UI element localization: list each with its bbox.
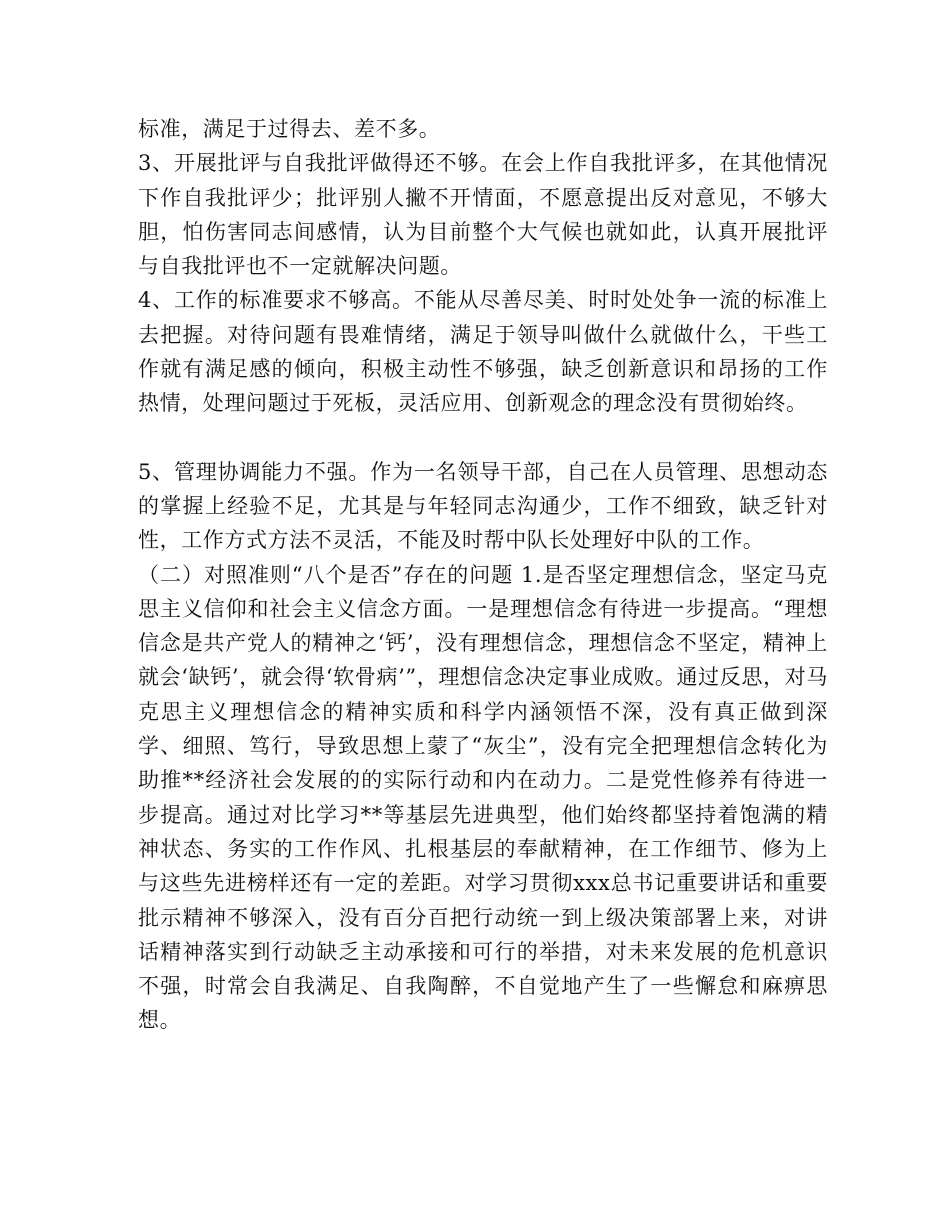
paragraph-2: 3、开展批评与自我批评做得还不够。在会上作自我批评多，在其他情况下作自我批评少；批评别人撇不开情面，不愿意提出反对意见，不够大胆，怕伤害同志间感情，认为目前整个大气候也就如此，认真开展批评与自我批评也不一定就解决问题。	[138, 151, 828, 279]
paragraph-3: 4、工作的标准要求不够高。不能从尽善尽美、时时处处争一流的标准上去把握。对待问题有畏难情绪，满足于领导叫做什么就做什么，干些工作就有满足感的倾向，积极主动性不够强，缺乏创新意识和昂扬的工作热情，处理问题过于死板，灵活应用、创新观念的理念没有贯彻始终。	[138, 288, 828, 416]
paragraph-1: 标准，满足于过得去、差不多。	[138, 117, 441, 141]
paragraph-5: （二）对照准则“八个是否”存在的问题 1.是否坚定理想信念，坚定马克思主义信仰和社会主义信念方面。一是理想信念有待进一步提高。“理想信念是共产党人的精神之‘钙’，没有理想信念，理想信念不坚定，精神上就会‘缺钙’，就会得‘软骨病’”，理想信念决定事业成败。通过反思，对马克思主义理想信念的精神实质和科学内涵领悟不深，没有真正做到深学、细照、笃行，导致思想上蒙了“灰尘”，没有完全把理想信念转化为助推**经济社会发展的的实际行动和内在动力。二是党性修养有待进一步提高。通过对比学习**等基层先进典型，他们始终都坚持着饱满的精神状态、务实的工作作风、扎根基层的奉献精神，在工作细节、修为上与这些先进榜样还有一定的差距。对学习贯彻xxx总书记重要讲话和重要批示精神不够深入，没有百分百把行动统一到上级决策部署上来，对讲话精神落实到行动缺乏主动承接和可行的举措，对未来发展的危机意识不强，时常会自我满足、自我陶醉，不自觉地产生了一些懈怠和麻痹思想。	[138, 562, 828, 1033]
paragraph-4: 5、管理协调能力不强。作为一名领导干部，自己在人员管理、思想动态的掌握上经验不足，尤其是与年轻同志沟通少，工作不细致，缺乏针对性，工作方式方法不灵活，不能及时帮中队长处理好中队的工作。	[138, 459, 828, 553]
paragraph-gap	[138, 421, 828, 455]
document-body	[138, 112, 828, 1038]
